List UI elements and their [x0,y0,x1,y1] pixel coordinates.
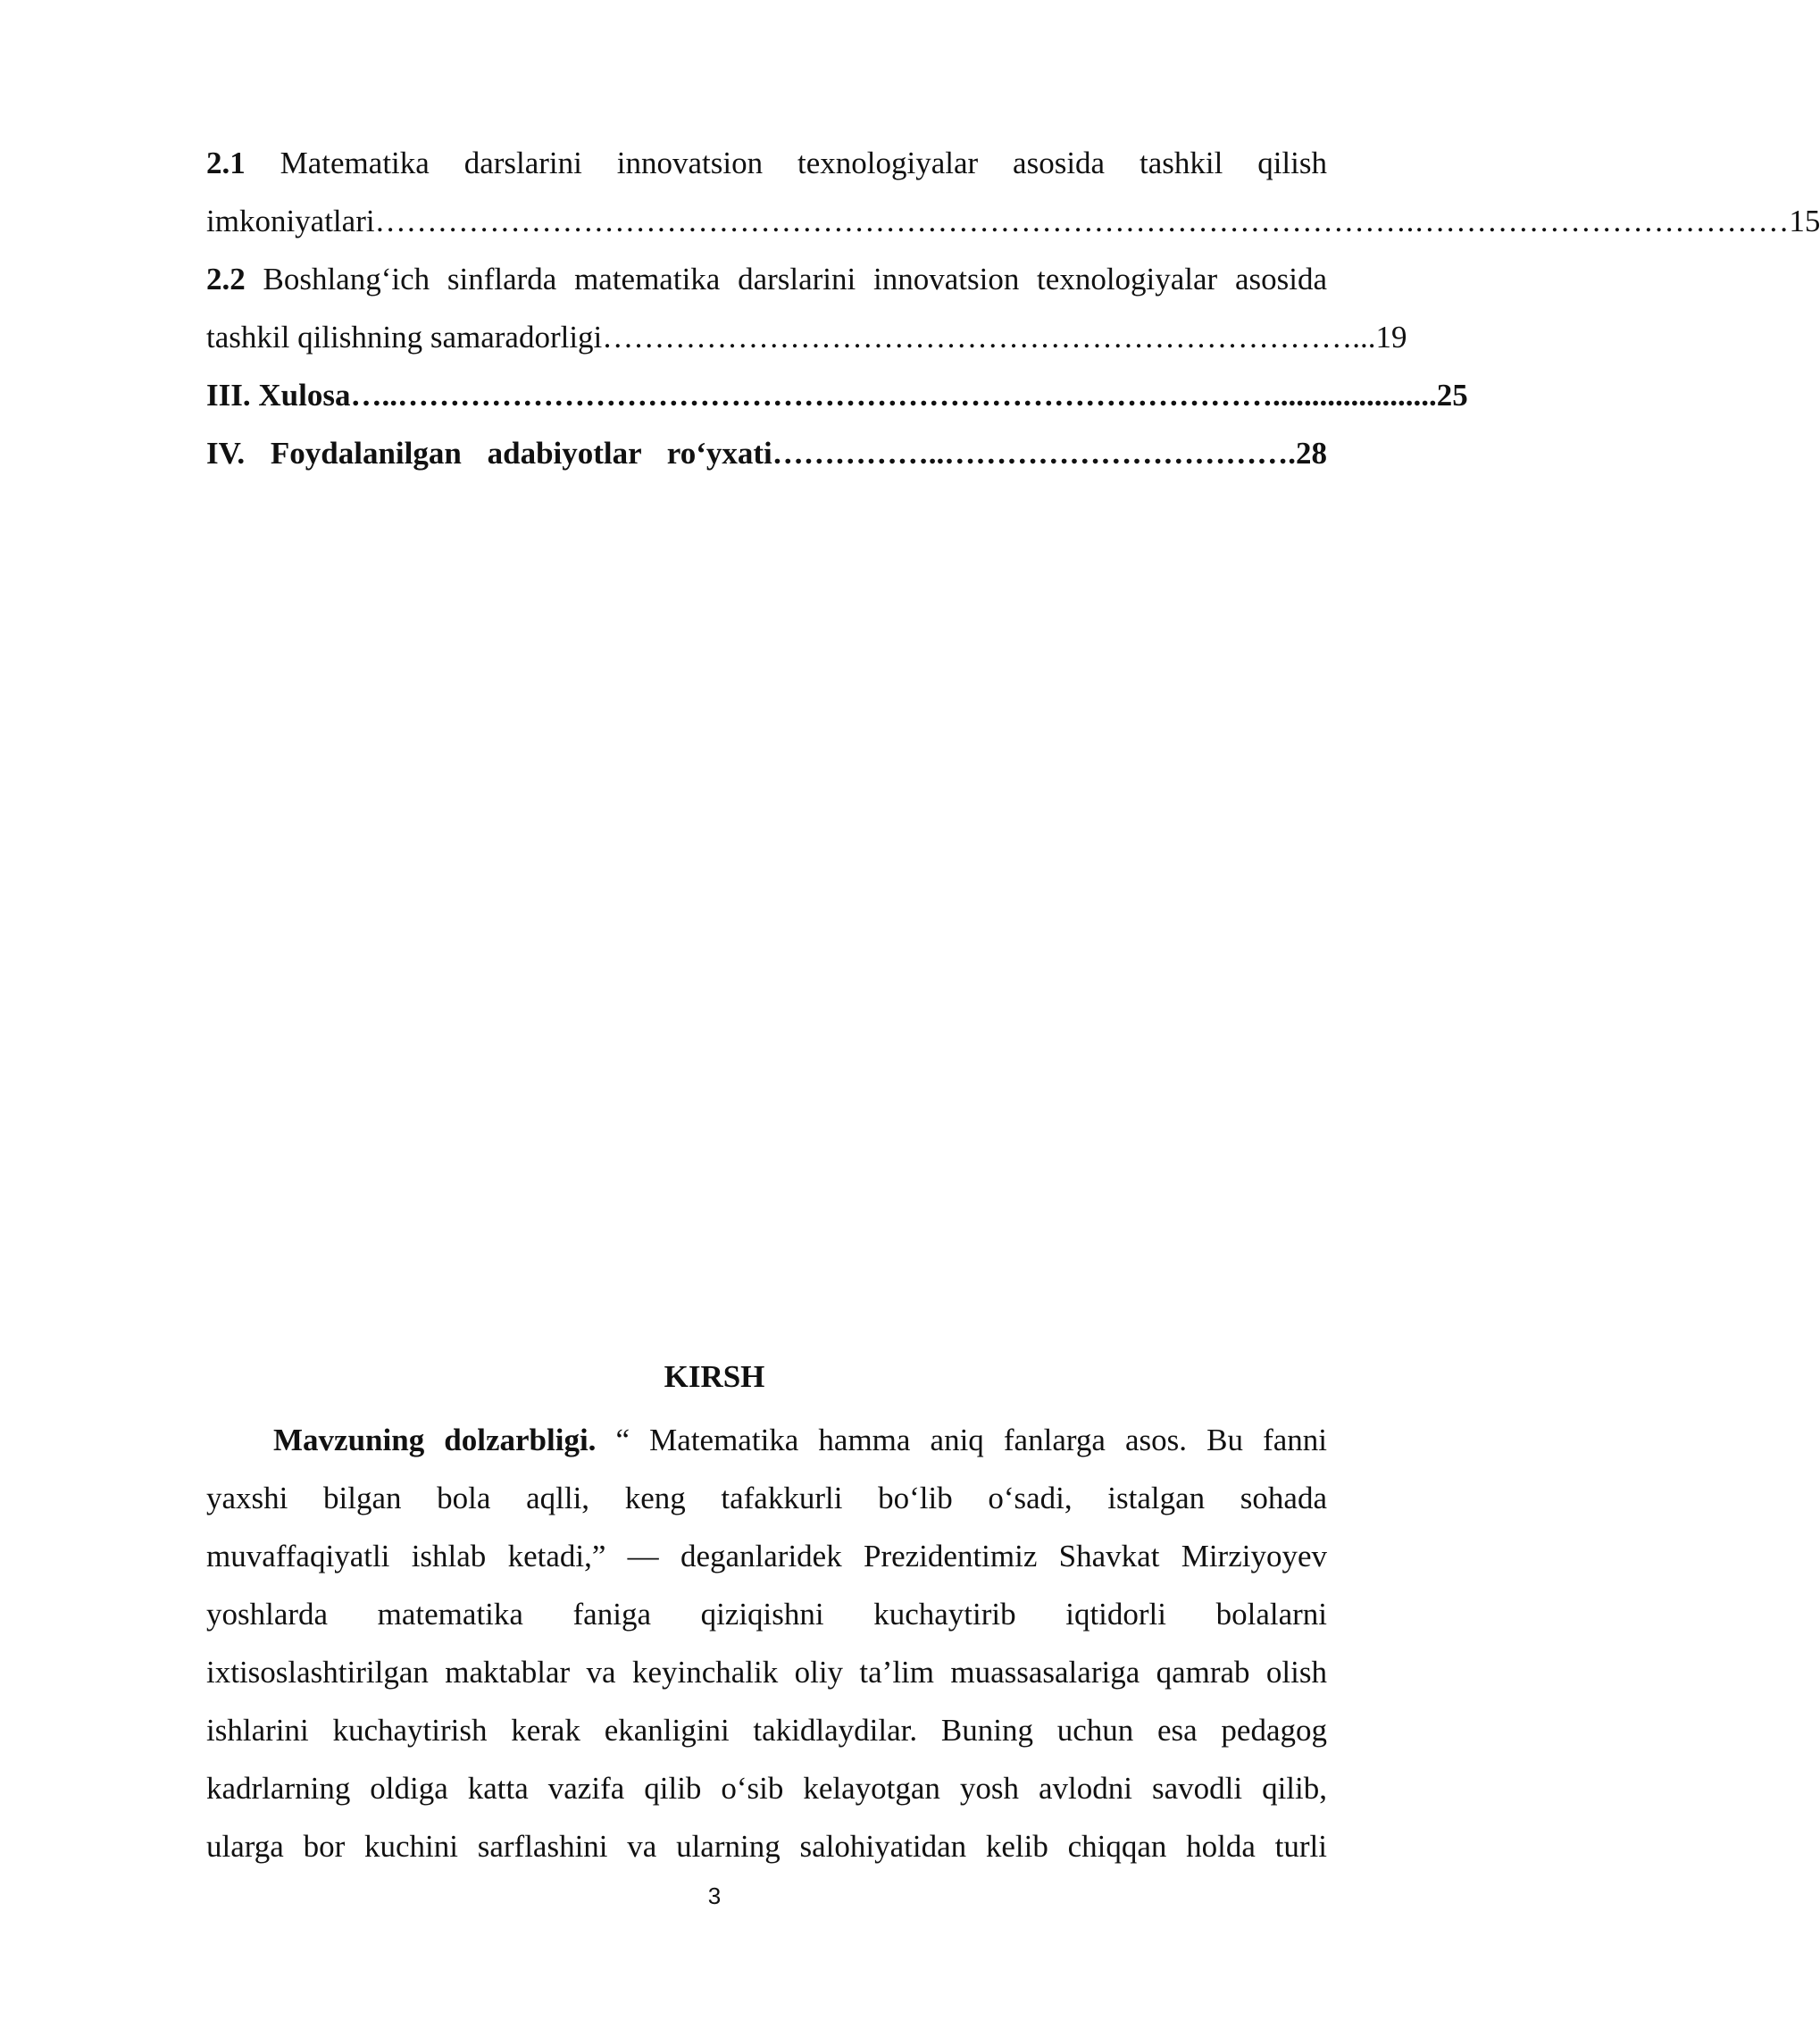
paragraph-line: muvaffaqiyatli ishlab ketadi,” — deganlaridek Prezidentimiz Shavkat Mirziyoyev [206,1539,1327,1573]
toc-entry-2-2 [206,250,1327,308]
toc-entry-conclusion: III. Xulosa…..………………………………………………………………………….....................25 [206,378,1468,413]
paragraph-line: ishlarini kuchaytirish kerak ekanligini takidlaydilar. Buning uchun esa pedagog [206,1713,1327,1748]
toc-entry-number: 2.2 [206,262,246,296]
intro-paragraph [206,1411,1327,1875]
toc-entry-2-1-continuation: imkoniyatlari……………………………………………………………………………………….………………………………15 [206,204,1820,238]
section-heading: KIRSH [664,1359,765,1394]
toc-entry-references: IV. Foydalanilgan adabiyotlar ro‘yxati……………..…………………………….28 [206,436,1327,471]
page-number: 3 [707,1882,722,1909]
paragraph-line: kadrlarning oldiga katta vazifa qilib o‘sib kelayotgan yosh avlodni savodli qilib, [206,1771,1327,1806]
paragraph-line-text: “ Matematika hamma aniq fanlarga asos. Bu fanni [596,1423,1327,1457]
toc-entry-2-1 [206,134,1327,192]
toc-entry-number: 2.1 [206,146,246,180]
toc-entry-2-2-continuation: tashkil qilishning samaradorligi………………………………………………………………...19 [206,320,1407,355]
toc-entry-title: Matematika darslarini innovatsion texnologiyalar asosida tashkil qilish [245,146,1327,180]
paragraph-lead: Mavzuning dolzarbligi. [273,1423,597,1457]
toc-entry-title: Boshlang‘ich sinflarda matematika darslarini innovatsion texnologiyalar asosida [245,262,1327,296]
paragraph-line [206,1411,1327,1469]
paragraph-line: ularga bor kuchini sarflashini va ularning salohiyatidan kelib chiqqan holda turli [206,1829,1327,1864]
table-of-contents [206,134,1820,482]
paragraph-line: ixtisoslashtirilgan maktablar va keyinchalik oliy ta’lim muassasalariga qamrab olish [206,1655,1327,1690]
paragraph-line: yaxshi bilgan bola aqlli, keng tafakkurli bo‘lib o‘sadi, istalgan sohada [206,1481,1327,1515]
paragraph-line: yoshlarda matematika faniga qiziqishni kuchaytirib iqtidorli bolalarni [206,1597,1327,1632]
